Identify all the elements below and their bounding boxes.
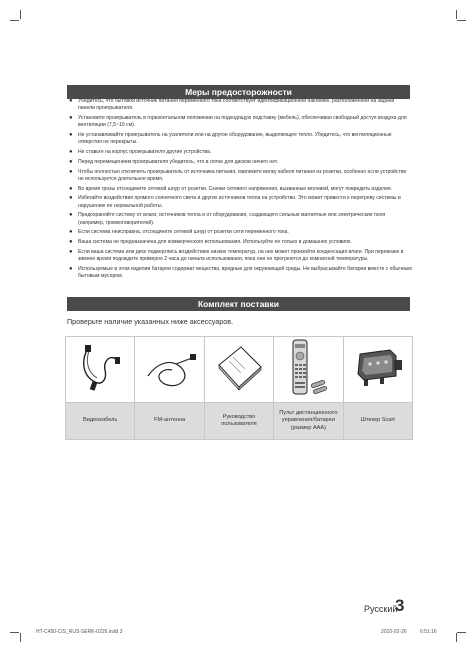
user-manual-icon xyxy=(211,341,267,393)
bullet-icon: ● xyxy=(69,115,73,121)
kit-heading: Комплект поставки xyxy=(67,297,410,311)
remote-control-icon xyxy=(283,338,333,396)
bullet-icon: ● xyxy=(69,149,73,155)
list-item: ● Чтобы полностью отключить проигрыватель от источника питания, извлеките вилку кабеля питания из розетки, особенно если устройство не используется длительное время. xyxy=(69,168,407,182)
accessory-image-cell xyxy=(343,337,412,403)
list-item: ● Перед перемещением проигрывателя убедитесь, что в лотке для дисков ничего нет. xyxy=(69,158,279,165)
list-item: ● Установите проигрыватель в горизонтальном положении на подходящую подставку (мебель), обеспечивая свободный доступ воздуха для вентиляции (7,5~10 см). xyxy=(69,115,407,129)
accessory-image-cell xyxy=(204,337,273,403)
accessory-label: FM-антенна xyxy=(135,403,204,440)
precautions-heading: Меры предосторожности xyxy=(67,85,410,99)
crop-mark xyxy=(10,632,19,633)
list-item: ● Предохраняйте систему от влаги, источников тепла и от оборудования, создающего сильные магнитные или электрические поля (например, громкоговорителей). xyxy=(69,212,386,226)
crop-mark xyxy=(457,20,466,21)
list-item: ● Если ваша система или диск подверглись воздействию низких температур, на них может произойти конденсация влаги. При перевозке в зимнее время подождите примерно 2 часа до начала использования, пока они не прогреются до комнатной температуры. xyxy=(69,248,404,263)
bullet-icon: ● xyxy=(69,248,73,255)
crop-mark xyxy=(20,633,21,642)
bullet-icon: ● xyxy=(69,185,73,192)
bullet-icon: ● xyxy=(69,229,73,236)
page-number: 3 xyxy=(395,596,405,615)
accessory-image-cell xyxy=(66,337,135,403)
list-item: ● Во время грозы отсоедините сетевой шнур от розетки. Скачки сетевого напряжения, вызванные молнией, могут повредить изделие. xyxy=(69,185,393,192)
list-item: ● Ваша система не предназначена для коммерческого использования. Используйте ее только в домашних условиях. xyxy=(69,239,352,246)
list-item: ● Если система неисправна, отсоедините сетевой шнур от розетки сети переменного тока. xyxy=(69,229,289,236)
precautions-list xyxy=(67,98,412,283)
crop-mark xyxy=(10,20,19,21)
page-language: Русский xyxy=(364,604,398,614)
table-row xyxy=(66,337,413,403)
list-item: ● Не ставьте на корпус проигрывателя другие устройства. xyxy=(69,149,212,155)
bullet-icon: ● xyxy=(69,168,73,175)
accessory-label: Видеокабель xyxy=(66,403,135,440)
accessory-label: Руководство пользователя xyxy=(204,403,273,440)
accessory-label: Пульт дистанционного управления/батареи (размер ААА) xyxy=(274,403,343,440)
bullet-icon: ● xyxy=(69,98,73,104)
footer-time: 6:51:16 xyxy=(420,629,437,635)
bullet-icon: ● xyxy=(69,265,73,272)
crop-mark xyxy=(456,10,457,19)
check-accessories-text: Проверьте наличие указанных ниже аксессуаров. xyxy=(67,317,234,326)
accessory-image-cell xyxy=(274,337,343,403)
bullet-icon: ● xyxy=(69,132,73,138)
scart-adapter-icon xyxy=(350,344,406,390)
accessory-label: Штекер Scart xyxy=(343,403,412,440)
table-row xyxy=(66,403,413,440)
video-cable-icon xyxy=(77,342,123,392)
footer-date: 2010-02-26 xyxy=(381,629,407,635)
footer-file-name: HT-C450-CIS_RUS-SERK-0226.indd 3 xyxy=(36,629,123,635)
list-item: ● Убедитесь, что бытовой источник питания переменного тока соответствует идентификационной наклейке, расположенной на задней панели проигрывателя. xyxy=(69,98,395,112)
crop-mark xyxy=(20,10,21,19)
bullet-icon: ● xyxy=(69,212,73,219)
list-item: ● Избегайте воздействия прямого солнечного света и других источников тепла на устройство. Это может привести к перегреву системы и нарушению ее нормальной работы. xyxy=(69,195,401,209)
accessories-table xyxy=(65,336,413,440)
crop-mark xyxy=(457,632,466,633)
crop-mark xyxy=(456,633,457,642)
list-item: ● Не устанавливайте проигрыватель на усилители или на другое оборудование, выделяющее тепло. Убедитесь, что вентиляционные отверстия не перекрыты. xyxy=(69,132,392,146)
fm-antenna-icon xyxy=(142,342,198,392)
list-item: ● Используемые в этом изделии батареи содержат вещества, вредные для окружающей среды. Не выбрасывайте батареи вместе с обычным бытовым мусором. xyxy=(69,265,412,280)
accessory-image-cell xyxy=(135,337,204,403)
bullet-icon: ● xyxy=(69,239,73,246)
bullet-icon: ● xyxy=(69,195,73,202)
bullet-icon: ● xyxy=(69,158,73,165)
